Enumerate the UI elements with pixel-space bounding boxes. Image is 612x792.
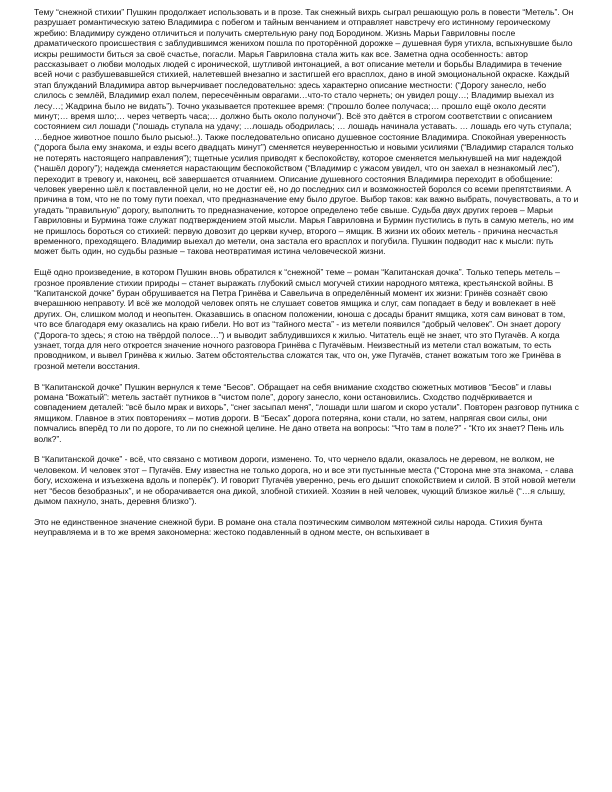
- paragraph-snow-storm-meaning: Это не единственное значение снежной бури. В романе она стала поэтическим символом мятежной силы народа. Стихия бунта неуправляема и в то же время закономерна: жестоко подавленный в одном месте, он вспыхивает в: [34, 516, 543, 538]
- paragraph-road-motif: В “Капитанской дочке” - всё, что связано с мотивом дороги, изменено. То, что чернело вдали, оказалось не деревом, не волком, не человеком. И человек этот – Пугачёв. Ему известна не только дорога, но и все эти пустынные места (“Сторона мне эта знакома, - слава богу, исхожена и изъезжена вдоль и поперёк”). И говорит Пугачёв уверенно, речь его дышит спокойствием и силой. В этой новой метели нет “бесов безобразных”, и не оборачивается она дикой, злобной стихией. Хозяин в ней человек, чующий близкое жильё (“…я слышу, дымом пахнуло, знать, деревня близко”).: [34, 454, 576, 507]
- paragraph-besy-comparison: В “Капитанской дочке” Пушкин вернулся к теме “Бесов”. Обращает на себя внимание сходство сюжетных мотивов “Бесов” и главы романа “Вожатый”: метель застаёт путников в “чистом поле”, дорогу занесло, кони остановились. Сходство подчёркивается и совпадением деталей: “всё было мрак и вихорь”, “снег засыпал меня”, “лошади шли шагом и скоро устали”. Повторен разговор путника с ямщиком. Главное в этих повторениях – мотив дороги. В “Бесах” дорога потеряна, кони стали, но затем, напрягая свои силы, они помчались вперёд то ли по дороге, то ли по снежной целине. Не дано ответа на вопросы: “Что там в поле?” - “Кто их знает? Пень иль волк?”.: [34, 381, 579, 444]
- paragraph-metel: Тему “снежной стихии” Пушкин продолжает использовать и в прозе. Так снежный вихрь сыграл решающую роль в повести “Метель”. Он разрушает романтическую затею Владимира с побегом и тайным венчанием и отправляет навстречу его истинному героическому жребию: Владимиру суждено отличиться и получить смертельную рану под Бородином. Жизнь Марьи Гавриловны после драматического происшествия с заблудившимся женихом пошла по проторённой дорожке – душевная буря утихла, вспыхнувшие было искры решимости биться за своё счастье, погасли. Марья Гавриловна стала жить как все. Заметна одна особенность: автор рассказывает о любви молодых людей с иронической, шутливой интонацией, а вот описание метели и борьбы Владимира в течение всей ночи с разбушевавшейся стихией, налетевшей внезапно и застигшей его врасплох, дано в иной эмоциональной окраске. Каждый этап блужданий Владимира автор вычерчивает последовательно: здесь характерно описание местности: (“Дорогу занесло, небо слилось с землёй, Владимир ехал полем, пересечённым оврагами…что-то стало чернеть; он увидел рощу…; Владимир выехал из лесу…; Жадрина было не видать”). Точно указывается протекшее время: (“прошло более получаса;… прошло ещё около десяти минут;… время шло;… через четверть часа;… должно быть около полуночи”). Всё это даётся в строгом соответствии с описанием состоянием сил лошади (“лошадь ступала на удачу; …лошадь ободрилась; … лошадь начинала уставать. … лошадь его чуть ступала; …бедное животное пошло было рысью!..). Также последовательно описано душевное состояние Владимира. Спокойная уверенность (“дорога была ему знакома, и езды всего двадцать минут”) сменяется неуверенностью и новыми усилиями (“Владимир старался только не потерять настоящего направления”); тщетные усилия приводят к беспокойству, которое сменяется мелькнувшей на миг надеждой (“нашёл дорогу”); надежда сменяется нарастающим беспокойством (“Владимир с ужасом увидел, что он заехал в незнакомый лес”), переходит в тревогу и, наконец, всё завершается отчаянием. Описание душевного состояния Владимира переходит в обобщение: человек уверенно шёл к поставленной цели, но не достиг её, но до последних сил и возможностей боролся со всеми препятствиями. А причина в том, что не по тому пути поехал, что предназначение ему было другое. Выбор таков: как важно выбрать, почувствовать, а то и угадать “правильную” дорогу, выполнить то предназначение, которое определено тебе свыше. Судьба двух других героев – Марьи Гавриловны и Бурмина тоже служат подтверждением этой мысли. Марья Гавриловна и Бурмин пустились в путь в самую метель, но им не пришлось бороться со стихией: первую довозит до церкви кучер, второго – ямщик. В жизни их обоих метель - причина несчастья временного, преходящего. Владимир выехал до метели, она застала его врасплох и погубила. Пушкин подводит нас к мысли: путь может быть один, но судьбы разные – такова неотвратимая истина человеческой жизни.: [34, 7, 579, 257]
- paragraph-kapitanskaya-dochka: Ещё одно произведение, в котором Пушкин вновь обратился к “снежной” теме – роман “Капитанская дочка”. Только теперь метель – грозное проявление стихии природы – станет выражать глубокий смысл могучей стихии народного мятежа, крестьянской войны. В “Капитанской дочке” буран обрушивается на Петра Гринёва и Савельича в определённый момент их жизни: Гринёв сознаёт свою вчерашнюю неправоту. И всё же молодой человек опять не слушает советов ямщика и слуг, сам попадает в беду и вовлекает в неё других. Он, слишком молод и неопытен. Оказавшись в опасном положении, юноша с досады бранит ямщика, хотя сам виноват в том, что все благодаря ему оказались на краю гибели. Но вот из “тайного места” - из метели появился “добрый человек”. Он знает дорогу (“Дорога-то здесь; я стою на твёрдой полосе…”) и выводит заблудившихся к жилью. Читатель ещё не знает, что это Пугачёв. А когда узнает, тогда для него откроется значение ночного разговора Гринёва с Пугачёвым. Неизвестный из метели стал вожатым, то есть проводником, и вывел Гринёва к жилью. Затем обстоятельства сложатся так, что он, уже Пугачёв, станет вожатым того же Гринёва в грозной метели восстания.: [34, 267, 566, 371]
- document-page: [34, 7, 580, 548]
